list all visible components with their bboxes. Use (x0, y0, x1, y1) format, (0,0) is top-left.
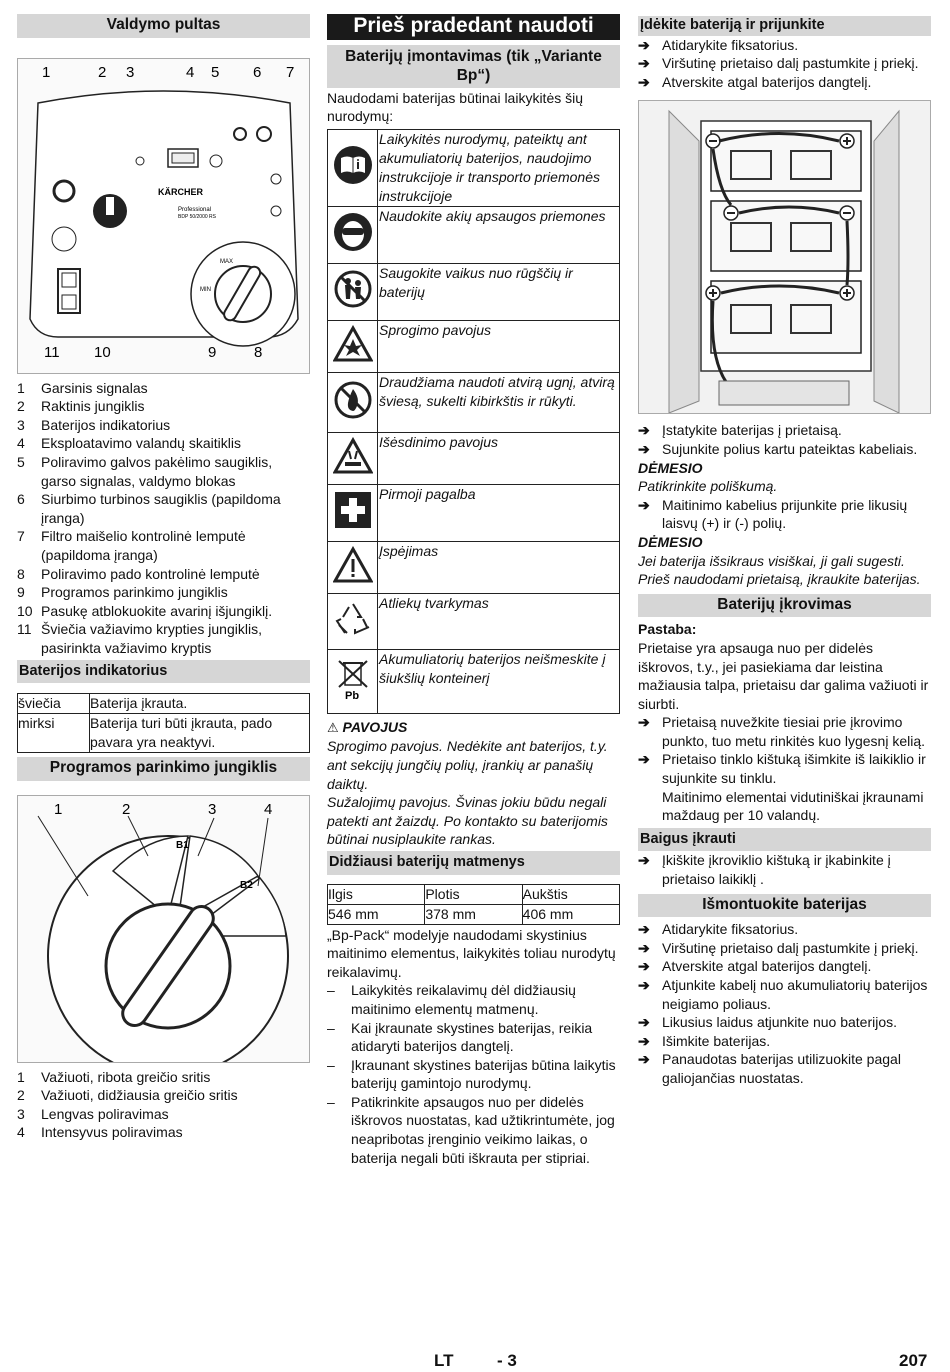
section-heading-max-dimensions: Didžiausi baterijų matmenys (327, 851, 620, 875)
page-number: 207 (899, 1351, 928, 1370)
list-item: ➔ Įkiškite įkroviklio kištuką ir įkabinkite į prietaiso laikiklį . (638, 852, 891, 888)
list-item: ➔ Atidarykite fiksatorius. (638, 36, 799, 53)
callout-7: 7 (286, 63, 295, 81)
warning-icon: ⚠ (327, 719, 339, 735)
caution-text-1: Patikrinkite poliškumą. (638, 478, 778, 495)
callout-4: 4 (186, 63, 195, 81)
table-row (328, 263, 620, 320)
list-item: 4 Intensyvus poliravimas (17, 1124, 183, 1141)
install-intro: Naudodami baterijas būtinai laikykitės šių nurodymų: (327, 89, 584, 125)
column-3 (638, 16, 931, 1088)
charge-steps (638, 713, 931, 787)
table-cell: šviečia (18, 694, 90, 714)
table-row (328, 206, 620, 263)
symbol-text: Įspėjimas (378, 541, 620, 593)
table-row (328, 593, 620, 649)
list-item: ➔ Įstatykite baterijas į prietaisą. (638, 422, 842, 439)
column-2 (327, 14, 620, 1167)
no-bin-pb-icon (328, 649, 378, 713)
battery-indicator-table (17, 693, 310, 753)
list-item: ➔ Prietaiso tinklo kištuką išimkite iš laikiklio ir sujunkite su tinklu. (638, 751, 926, 787)
list-item: 9 Programos parinkimo jungiklis (17, 584, 228, 601)
table-row (18, 694, 310, 714)
keep-children-away-icon (328, 263, 378, 320)
symbol-text: Naudokite akių apsaugos priemones (378, 206, 620, 263)
list-item: 2 Raktinis jungiklis (17, 398, 145, 415)
remove-steps (638, 920, 931, 1087)
connect-steps (638, 421, 931, 458)
panel-brand-label: KÄRCHER (158, 186, 203, 197)
list-item: 2 Važiuoti, didžiausia greičio sritis (17, 1087, 238, 1104)
battery-compartment-drawing (639, 101, 930, 413)
danger-text-1: Sprogimo pavojus. Nedėkite ant baterijos, t.y. ant sekcijų jungčių polių, įrankių ar panašių daiktų. (327, 738, 608, 792)
table-cell: 378 mm (425, 904, 522, 924)
list-item: 3 Lengvas poliravimas (17, 1105, 169, 1122)
symbol-text: Išėsdinimo pavojus (378, 432, 620, 484)
list-item: 8 Poliravimo pado kontrolinė lemputė (17, 565, 260, 582)
list-item: ➔ Panaudotas baterijas utilizuokite pagal galiojančias nuostatas. (638, 1051, 901, 1086)
table-header: Plotis (425, 884, 522, 904)
dial-b1-label: B1 (176, 839, 189, 851)
pb-label: Pb (344, 689, 359, 701)
callout-8: 8 (254, 343, 263, 361)
control-panel-drawing (18, 59, 309, 373)
table-cell: mirksi (18, 714, 90, 753)
list-item: 1 Važiuoti, ribota greičio sritis (17, 1068, 211, 1085)
note-label: Pastaba: (638, 621, 697, 638)
symbol-text: Pirmoji pagalba (378, 484, 620, 541)
footer-section: - 3 (497, 1351, 517, 1370)
danger-text-2: Sužalojimų pavojus. Švinas jokiu būdu negali patekti ant žaizdų. Po kontakto su baterijomis būtinai nusiplaukite rankas. (327, 794, 608, 848)
bp-pack-text: „Bp-Pack“ modelyje naudodami skystinius maitinimo elementus, laikykitės toliau nurodytų reikalavimų. (327, 926, 616, 980)
danger-heading (327, 718, 620, 738)
callout-3: 3 (126, 63, 135, 81)
goggles-icon (328, 206, 378, 263)
dial-callout-4: 4 (264, 800, 273, 818)
first-aid-icon (328, 484, 378, 541)
table-header: Aukštis (522, 884, 619, 904)
battery-compartment-figure (638, 100, 931, 414)
list-item: ➔ Atjunkite kabelį nuo akumuliatorių baterijos neigiamo poliaus. (638, 977, 928, 1012)
column-1 (17, 14, 310, 1142)
symbol-text: Laikykitės nurodymų, pateiktų ant akumuliatorių baterijos, naudojimo instrukcijoje ir transporto priemonės instrukcijoje (378, 129, 620, 206)
list-item: 4 Eksploatavimo valandų skaitiklis (17, 435, 241, 452)
caution-step (638, 496, 931, 533)
callout-2: 2 (98, 63, 107, 81)
panel-max-label: MAX (220, 258, 234, 265)
after-charge-steps (638, 851, 931, 888)
control-panel-figure (17, 58, 310, 374)
callout-10: 10 (94, 343, 111, 361)
list-item: 7 Filtro maišelio kontrolinė lemputė (papildoma įranga) (17, 528, 246, 563)
dial-callout-2: 2 (122, 800, 131, 818)
recycle-icon (328, 593, 378, 649)
list-item: ➔ Prietaisą nuvežkite tiesiai prie įkrovimo punkto, tuo metu rinkitės kuo lygesnį kelią. (638, 714, 926, 749)
charge-duration-text: Maitinimo elementai vidutiniškai įkraunami maždaug per 10 valandų. (662, 788, 924, 824)
section-heading-control-panel: Valdymo pultas (17, 14, 310, 38)
table-row (328, 904, 620, 924)
section-heading-battery-install: Baterijų įmontavimas (tik „Variante Bp“) (327, 45, 620, 88)
panel-model-label: Professional (178, 206, 212, 213)
list-item: ➔ Viršutinę prietaiso dalį pastumkite į priekį. (638, 55, 919, 72)
program-dial-drawing (18, 796, 309, 1062)
dimensions-table (327, 884, 620, 925)
battery-symbols-table (327, 129, 620, 714)
program-legend (17, 1068, 310, 1142)
list-item: ➔ Maitinimo kabelius prijunkite prie likusių laisvų (+) ir (-) polių. (638, 496, 908, 532)
table-row (18, 714, 310, 753)
symbol-text: Atliekų tvarkymas (378, 593, 620, 649)
control-panel-legend (17, 379, 310, 658)
list-item: 3 Baterijos indikatorius (17, 416, 171, 433)
insert-steps (638, 36, 931, 92)
table-row (328, 320, 620, 372)
table-row (328, 484, 620, 541)
list-item: – Laikykitės reikalavimų dėl didžiausių maitinimo elementų matmenų. (327, 982, 576, 1017)
section-heading-battery-indicator: Baterijos indikatorius (17, 660, 310, 684)
table-row (328, 541, 620, 593)
list-item: 5 Poliravimo galvos pakėlimo saugiklis, garso signalas, valdymo blokas (17, 453, 273, 489)
list-item: ➔ Atverskite atgal baterijos dangtelį. (638, 958, 872, 975)
table-row (328, 372, 620, 432)
dial-callout-3: 3 (208, 800, 217, 818)
list-item: 10 Pasukę atblokuokite avarinį išjungiklį. (17, 602, 273, 619)
no-fire-icon (328, 372, 378, 432)
list-item: 11 Šviečia važiavimo krypties jungiklis, pasirinkta važiavimo kryptis (17, 621, 262, 656)
caution-text-2: Jei baterija išsikraus visiškai, ji gali sugesti. Prieš naudodami prietaisą, įkraukite baterijas. (638, 552, 921, 588)
table-cell: Baterija įkrauta. (90, 694, 310, 714)
symbol-text: Saugokite vaikus nuo rūgščių ir baterijų (378, 263, 620, 320)
note-text: Prietaise yra apsauga nuo per didelės iškrovos, t.y., jei pasiekiama dar leistina mažiausia talpa, prietaisu dar galima važiuoti ir siurbti. (638, 639, 929, 712)
bp-requirements-list (327, 981, 620, 1167)
callout-11: 11 (44, 343, 60, 361)
symbol-text: Sprogimo pavojus (378, 320, 620, 372)
list-item: 1 Garsinis signalas (17, 379, 148, 396)
dial-b2-label: B2 (240, 879, 253, 891)
list-item: ➔ Atidarykite fiksatorius. (638, 921, 799, 938)
section-heading-charging: Baterijų įkrovimas (638, 594, 931, 618)
panel-min-label: MIN (200, 286, 211, 293)
explosion-icon (328, 320, 378, 372)
warning-icon (328, 541, 378, 593)
table-cell: 406 mm (522, 904, 619, 924)
list-item: – Kai įkraunate skystines baterijas, reikia atidaryti baterijos dangtelį. (327, 1019, 593, 1055)
table-header: Ilgis (328, 884, 425, 904)
dial-callout-1: 1 (54, 800, 63, 818)
list-item: ➔ Atverskite atgal baterijos dangtelį. (638, 73, 872, 90)
callout-9: 9 (208, 343, 217, 361)
callout-1: 1 (42, 63, 51, 81)
section-heading-remove-batteries: Išmontuokite baterijas (638, 894, 931, 918)
section-heading-insert-battery: Įdėkite bateriją ir prijunkite (638, 16, 931, 36)
caution-label-2: DĖMESIO (638, 533, 703, 550)
callout-5: 5 (211, 63, 220, 81)
list-item: ➔ Viršutinę prietaiso dalį pastumkite į priekį. (638, 939, 919, 956)
panel-model2-label: BDP 50/2000 RS (178, 213, 216, 220)
program-dial-figure (17, 795, 310, 1063)
page-title: Prieš pradedant naudoti (327, 14, 620, 40)
list-item: 6 Siurbimo turbinos saugiklis (papildoma įranga) (17, 491, 281, 526)
table-row (328, 129, 620, 206)
callout-6: 6 (253, 63, 262, 81)
table-cell: Baterija turi būti įkrauta, pado pavara yra neaktyvi. (90, 714, 310, 753)
symbol-text: Draudžiama naudoti atvirą ugnį, atvirą šviesą, sukelti kibirkštis ir rūkyti. (378, 372, 620, 432)
symbol-text: Akumuliatorių baterijos neišmeskite į šiukšlių konteinerį (378, 649, 620, 713)
book-info-icon (328, 129, 378, 206)
section-heading-after-charge: Baigus įkrauti (638, 828, 931, 852)
corrosive-icon (328, 432, 378, 484)
list-item: ➔ Išimkite baterijas. (638, 1032, 771, 1049)
list-item: ➔ Sujunkite polius kartu pateiktas kabeliais. (638, 440, 918, 457)
caution-label-1: DĖMESIO (638, 459, 703, 476)
list-item: – Įkraunant skystines baterijas būtina laikytis baterijų gamintojo nurodymų. (327, 1056, 616, 1092)
table-row (328, 649, 620, 713)
list-item: – Patikrinkite apsaugos nuo per didelės iškrovos nuostatas, kad užtikrintumėte, jog neapribotas įrenginio veikimo laikas, o baterija negali būti iškrauta per stipriai. (327, 1093, 615, 1166)
section-heading-program-switch: Programos parinkimo jungiklis (17, 757, 310, 781)
footer-language: LT (434, 1351, 454, 1370)
table-row (328, 884, 620, 904)
table-row (328, 432, 620, 484)
danger-label: PAVOJUS (342, 718, 408, 735)
list-item: ➔ Likusius laidus atjunkite nuo baterijos. (638, 1014, 898, 1031)
table-cell: 546 mm (328, 904, 425, 924)
